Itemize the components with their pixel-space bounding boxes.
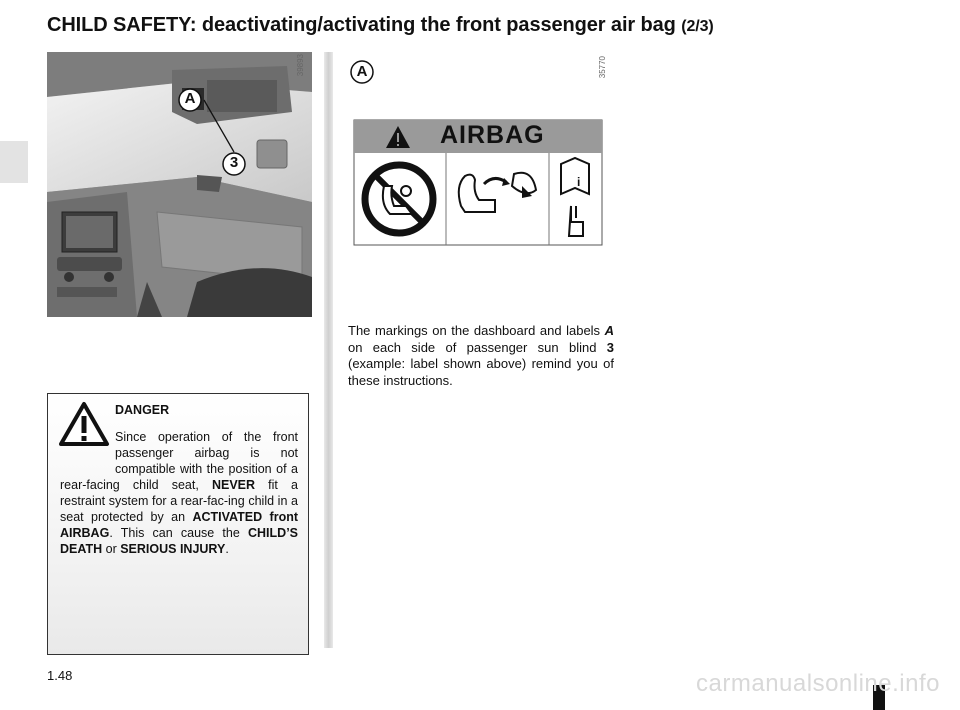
callout-3-photo: 3 [229,154,239,171]
airbag-label-figure [346,56,608,262]
section-tab [0,141,28,183]
danger-box [47,393,309,655]
danger-title: DANGER [115,403,170,417]
callout-a-photo: A [184,90,196,107]
ref-3: 3 [606,339,614,355]
page-title [47,14,714,37]
callout-a-label: A [356,63,368,80]
column-divider [324,52,333,648]
danger-text: Since operation of the front passenger airbag is not compatible with the position of a rear-facing child seat, NEVER fit a restraint system for a rear-fac-ing child in a seat protected by an ACTIVATED front AIRBAG. This can cause the CHILD’S DEATH or SERIOUS INJURY. [60,430,299,556]
watermark: carmanualsonline.info [696,670,940,697]
airbag-label-text: AIRBAG [440,121,545,149]
figure1-ref-code: 39893 [296,54,305,77]
svg-text:i: i [577,175,581,189]
instruction-paragraph: The markings on the dashboard and labels A on each side of passenger sun blind 3 (example: label shown above) remind you of these instructions. [348,323,614,388]
figure2-ref-code: 35770 [598,56,607,79]
page-number: 1.48 [47,668,73,683]
ref-a: A [604,323,614,338]
page-title-part: (2/3) [681,18,714,35]
page-title-text: CHILD SAFETY: deactivating/activating the front passenger air bag [47,14,676,36]
